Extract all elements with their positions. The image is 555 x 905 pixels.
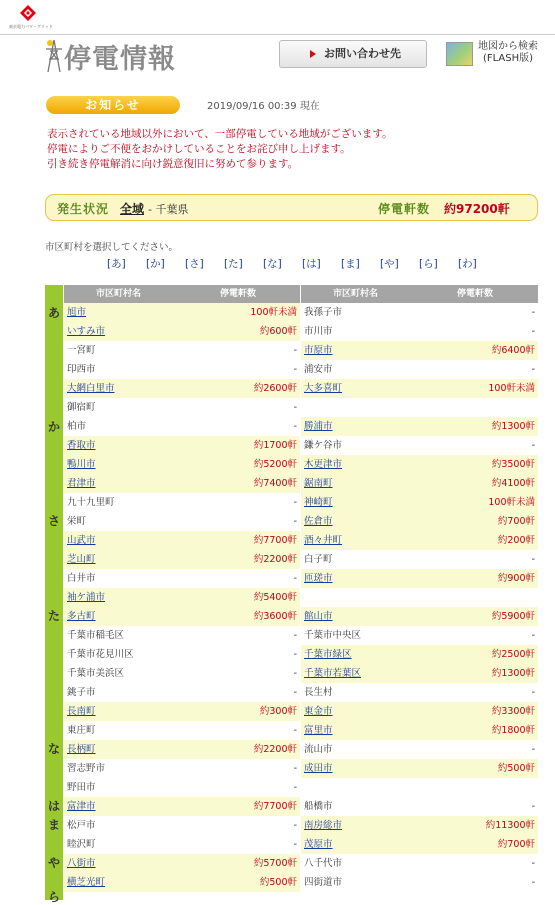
municipality-name: 印西市 (67, 364, 96, 375)
outage-count-cell: 約1300軒 (491, 421, 535, 432)
outage-count-label: 停電軒数 (378, 202, 431, 216)
municipality-name[interactable]: 神崎町 (304, 497, 333, 508)
outage-count-cell: 約1300軒 (491, 668, 535, 679)
outage-count-cell: - (531, 364, 535, 375)
kana-link[interactable]: [わ] (458, 258, 477, 270)
table-header-left (64, 285, 300, 303)
table-row (301, 816, 538, 835)
page-header (0, 36, 555, 76)
outage-count-cell: - (531, 307, 535, 318)
kana-group-label: さ (47, 514, 60, 528)
table-row (64, 512, 300, 531)
outage-count-cell: - (293, 782, 297, 793)
municipality-name[interactable]: 大網白里市 (67, 383, 115, 394)
notice-badge: お知らせ (46, 96, 180, 114)
select-prompt: 市区町村を選択してください。 (45, 242, 179, 253)
top-bar (0, 0, 555, 35)
municipality-name[interactable]: いすみ市 (67, 326, 106, 337)
header-count: 停電軒数 (220, 289, 257, 299)
outage-count-cell: 約5900軒 (491, 611, 535, 622)
municipality-name: 流山市 (304, 744, 333, 755)
table-row (301, 398, 538, 417)
outage-count-cell: 約1700軒 (253, 440, 297, 451)
outage-count-cell: - (531, 801, 535, 812)
table-row (301, 797, 538, 816)
map-icon (446, 42, 473, 66)
municipality-name: 銚子市 (67, 687, 96, 698)
municipality-name: 八千代市 (304, 858, 343, 869)
table-row (64, 721, 300, 740)
table-row (64, 816, 300, 835)
kana-link[interactable]: [さ] (185, 258, 204, 270)
municipality-name: 御宿町 (67, 402, 96, 413)
kana-link[interactable]: [や] (380, 258, 399, 270)
municipality-name: 栄町 (67, 516, 87, 527)
outage-count-cell: 約5700軒 (253, 858, 297, 869)
outage-count-cell: - (531, 877, 535, 888)
outage-count-cell: - (531, 554, 535, 565)
contact-button[interactable] (279, 40, 427, 68)
outage-count-cell: 約700軒 (497, 516, 535, 527)
table-row (64, 417, 300, 436)
table-row (64, 778, 300, 797)
table-row (301, 569, 538, 588)
table-row (301, 322, 538, 341)
municipality-name[interactable]: 君津市 (67, 478, 96, 489)
outage-count-cell: 約2200軒 (253, 744, 297, 755)
municipality-name[interactable]: 長柄町 (67, 744, 96, 755)
map-search-label (474, 41, 542, 65)
outage-count-cell: - (531, 440, 535, 451)
table-row (301, 436, 538, 455)
outage-count-cell: - (531, 630, 535, 641)
header-name: 市区町村名 (333, 289, 379, 299)
outage-count-cell: - (293, 839, 297, 850)
table-row (301, 379, 538, 398)
outage-count-cell: 100軒未満 (488, 383, 535, 394)
status-label: 発生状況 (57, 202, 110, 216)
table-row (301, 759, 538, 778)
table-row (301, 493, 538, 512)
table-row (64, 873, 300, 892)
table-row (64, 740, 300, 759)
outage-count-cell: - (293, 516, 297, 527)
outage-count-cell: 約7400軒 (253, 478, 297, 489)
notice-line: 表示されている地域以外において、一部停電している地域がございます。 (47, 128, 393, 140)
municipality-name: 野田市 (67, 782, 96, 793)
municipality-name[interactable]: 鴨川市 (67, 459, 96, 470)
municipality-name[interactable]: 横芝光町 (67, 877, 106, 888)
table-row (301, 835, 538, 854)
outage-count-cell: - (293, 364, 297, 375)
table-row (64, 797, 300, 816)
table-row (64, 550, 300, 569)
outage-count-cell: 約2200軒 (253, 554, 297, 565)
outage-count-cell: - (531, 687, 535, 698)
municipality-name[interactable]: 長南町 (67, 706, 96, 717)
outage-count-cell: 約600軒 (259, 326, 297, 337)
kana-group-label: な (47, 742, 60, 756)
table-row (301, 550, 538, 569)
outage-count: 約97200軒 (444, 202, 510, 216)
table-row (301, 854, 538, 873)
municipality-name[interactable]: 大多喜町 (304, 383, 343, 394)
municipality-name: 千葉市稲毛区 (67, 630, 125, 641)
header-count: 停電軒数 (457, 289, 494, 299)
municipality-name[interactable]: 茂原市 (304, 839, 333, 850)
outage-count-cell: 約7700軒 (253, 801, 297, 812)
table-row (64, 626, 300, 645)
outage-count-cell: 約1800軒 (491, 725, 535, 736)
municipality-name: 千葉市美浜区 (67, 668, 125, 679)
table-row (64, 531, 300, 550)
outage-count-cell: - (293, 573, 297, 584)
kana-group-label: た (47, 609, 60, 623)
municipality-name[interactable]: 酒々井町 (304, 535, 343, 546)
outage-count-cell: 約7700軒 (253, 535, 297, 546)
outage-count-cell: 約3600軒 (253, 611, 297, 622)
municipality-name: 船橋市 (304, 801, 333, 812)
tepco-logo-icon (19, 4, 37, 22)
notice-line: 引き続き停電解消に向け鋭意復旧に努めて参ります。 (47, 158, 299, 170)
outage-count-cell: - (293, 345, 297, 356)
outage-count-cell: 100軒未満 (488, 497, 535, 508)
table-row (64, 588, 300, 607)
municipality-name[interactable]: 旭市 (67, 307, 87, 318)
map-search-label-1: 地図から検索 (478, 41, 538, 52)
municipality-name[interactable]: 千葉市若葉区 (304, 668, 362, 679)
table-row (64, 759, 300, 778)
page-title: 停電情報 (64, 44, 176, 75)
municipality-name[interactable]: 市原市 (304, 345, 333, 356)
table-row (301, 740, 538, 759)
outage-count-cell: - (293, 497, 297, 508)
kana-link[interactable]: [ま] (341, 258, 360, 270)
outage-count-cell: 約6400軒 (491, 345, 535, 356)
table-row (301, 474, 538, 493)
municipality-name: 白子町 (304, 554, 333, 565)
outage-count-cell: - (293, 630, 297, 641)
municipality-name[interactable]: 多古町 (67, 611, 96, 622)
table-row (64, 322, 300, 341)
municipality-name[interactable]: 東金市 (304, 706, 333, 717)
outage-count-cell: 約700軒 (497, 839, 535, 850)
kana-link[interactable]: [は] (302, 258, 321, 270)
table-row (64, 455, 300, 474)
power-tower-icon (44, 39, 64, 73)
outage-count-cell: - (531, 744, 535, 755)
table-row (64, 474, 300, 493)
outage-count-cell: 約2600軒 (253, 383, 297, 394)
outage-count-cell: 約5200軒 (253, 459, 297, 470)
municipality-name: 四街道市 (304, 877, 343, 888)
outage-count-cell: 約300軒 (259, 706, 297, 717)
municipality-name: 我孫子市 (304, 307, 343, 318)
area-link[interactable]: 全域 (120, 202, 145, 216)
municipality-name: 千葉市中央区 (304, 630, 362, 641)
outage-count-cell: 約500軒 (497, 763, 535, 774)
header-name: 市区町村名 (96, 289, 142, 299)
map-search-label-2: (FLASH版) (482, 53, 534, 64)
municipality-name: 九十九里町 (67, 497, 115, 508)
municipality-name: 東庄町 (67, 725, 96, 736)
outage-count-cell: 100軒未満 (250, 307, 297, 318)
municipality-name[interactable]: 八街市 (67, 858, 96, 869)
municipality-name: 柏市 (67, 421, 87, 432)
company-name: 東京電力パワーグリッド (9, 24, 53, 29)
notice-message (47, 127, 392, 172)
kana-link[interactable]: [か] (146, 258, 165, 270)
municipality-name: 白井市 (67, 573, 96, 584)
outage-count-cell: 約3300軒 (491, 706, 535, 717)
map-search-button[interactable] (446, 40, 546, 70)
table-row (301, 645, 538, 664)
table-row (64, 664, 300, 683)
outage-count-cell: - (293, 649, 297, 660)
outage-status-box (45, 194, 538, 221)
table-row (301, 873, 538, 892)
municipality-name[interactable]: 千葉市緑区 (304, 649, 352, 660)
table-row (301, 683, 538, 702)
notice-datetime: 2019/09/16 00:39 現在 (207, 101, 320, 112)
kana-group-label: は (47, 799, 60, 813)
table-row (301, 721, 538, 740)
table-row (64, 702, 300, 721)
table-header-right (301, 285, 538, 303)
outage-count-cell: 約2500軒 (491, 649, 535, 660)
prefecture-label: - 千葉県 (148, 203, 189, 216)
municipality-name[interactable]: 芝山町 (67, 554, 96, 565)
table-row (64, 645, 300, 664)
municipality-name: 睦沢町 (67, 839, 96, 850)
municipality-name[interactable]: 山武市 (67, 535, 96, 546)
table-row (301, 588, 538, 607)
outage-count-cell: 約900軒 (497, 573, 535, 584)
municipality-name[interactable]: 富津市 (67, 801, 96, 812)
outage-count-cell: - (293, 668, 297, 679)
municipality-name[interactable]: 南房総市 (304, 820, 343, 831)
municipality-name: 松戸市 (67, 820, 96, 831)
kana-link[interactable]: [な] (263, 258, 282, 270)
outage-count-cell: 約500軒 (259, 877, 297, 888)
municipality-name: 浦安市 (304, 364, 333, 375)
municipality-name[interactable]: 匝瑳市 (304, 573, 333, 584)
contact-button-label: お問い合わせ先 (324, 47, 401, 60)
kana-link[interactable]: [た] (224, 258, 243, 270)
table-row (301, 512, 538, 531)
municipality-name[interactable]: 富里市 (304, 725, 333, 736)
outage-count-cell: 約4100軒 (491, 478, 535, 489)
table-row (301, 664, 538, 683)
municipality-name: 一宮町 (67, 345, 96, 356)
table-row (301, 702, 538, 721)
kana-group-label: あ (47, 306, 60, 320)
table-row (301, 360, 538, 379)
outage-count-cell: 約3500軒 (491, 459, 535, 470)
municipality-name: 鎌ケ谷市 (304, 440, 343, 451)
outage-count-cell: - (293, 763, 297, 774)
municipality-name[interactable]: 鋸南町 (304, 478, 333, 489)
outage-count-cell: - (293, 421, 297, 432)
municipality-name: 長生村 (304, 687, 333, 698)
municipality-name: 習志野市 (67, 763, 106, 774)
table-row (301, 626, 538, 645)
outage-count-cell: 約11300軒 (485, 820, 535, 831)
table-row (64, 379, 300, 398)
outage-count-cell: - (531, 326, 535, 337)
notice-line: 停電によりご不便をおかけしていることをお詫び申し上げます。 (47, 143, 351, 155)
municipality-name[interactable]: 袖ケ浦市 (67, 592, 106, 603)
municipality-name[interactable]: 香取市 (67, 440, 96, 451)
arrow-right-icon (310, 50, 316, 58)
table-row (301, 455, 538, 474)
company-logo[interactable] (9, 4, 53, 32)
table-row (64, 607, 300, 626)
kana-group-label: ま (47, 818, 60, 832)
table-row (64, 493, 300, 512)
outage-count-cell: - (293, 820, 297, 831)
kana-link[interactable]: [ら] (419, 258, 438, 270)
outage-count-cell: - (293, 687, 297, 698)
municipality-name: 市川市 (304, 326, 333, 337)
table-row (301, 417, 538, 436)
table-row (64, 341, 300, 360)
table-row (301, 341, 538, 360)
table-row (64, 683, 300, 702)
table-row (301, 607, 538, 626)
table-row (301, 778, 538, 797)
municipality-name[interactable]: 成田市 (304, 763, 333, 774)
municipality-name: 千葉市花見川区 (67, 649, 134, 660)
municipality-name[interactable]: 佐倉市 (304, 516, 333, 527)
table-row (64, 303, 300, 322)
outage-count-cell: - (293, 402, 297, 413)
table-row (64, 854, 300, 873)
municipality-name[interactable]: 館山市 (304, 611, 333, 622)
municipality-name[interactable]: 木更津市 (304, 459, 343, 470)
table-row (64, 360, 300, 379)
kana-group-label: か (47, 420, 60, 434)
table-row (64, 569, 300, 588)
table-row (64, 398, 300, 417)
outage-count-cell: - (531, 858, 535, 869)
table-row (301, 531, 538, 550)
kana-group-label: ら (47, 890, 60, 904)
outage-count-cell: 約5400軒 (253, 592, 297, 603)
kana-link[interactable]: [あ] (107, 258, 126, 270)
municipality-name[interactable]: 勝浦市 (304, 421, 333, 432)
table-row (64, 436, 300, 455)
table-row (301, 303, 538, 322)
table-row (64, 835, 300, 854)
outage-count-cell: 約200軒 (497, 535, 535, 546)
outage-count-cell: - (293, 725, 297, 736)
kana-group-label: や (47, 856, 60, 870)
